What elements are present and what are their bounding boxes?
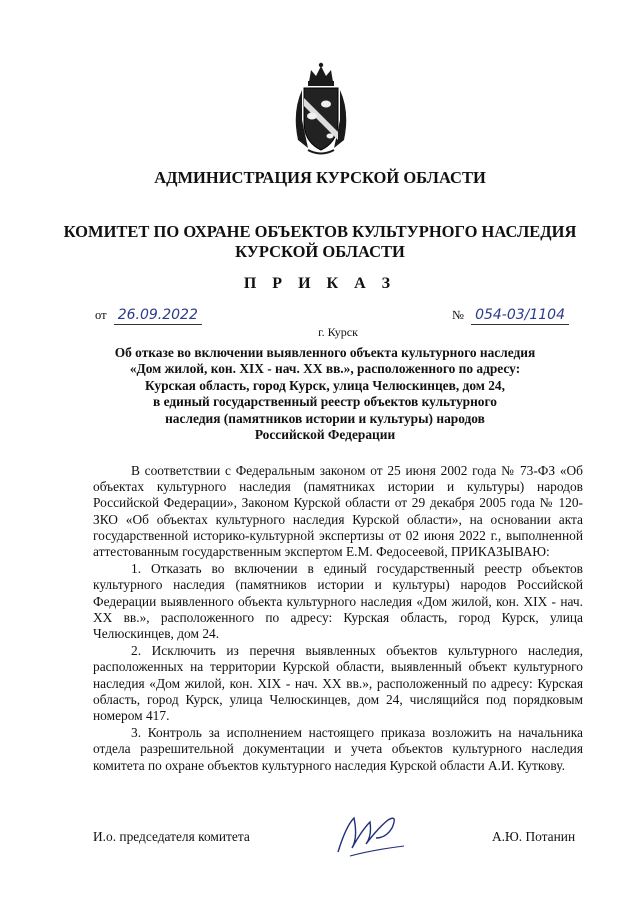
subject-line: «Дом жилой, кон. XIX - нач. XX вв.», расположенного по адресу: <box>129 361 521 377</box>
committee-title-line2: КУРСКОЙ ОБЛАСТИ <box>235 242 405 261</box>
subject-line: наследия (памятников истории и культуры) народов <box>165 410 485 426</box>
subject-line: Российской Федерации <box>254 427 396 443</box>
number-value: 054-03/1104 <box>471 307 569 325</box>
subject-line: в единый государственный реестр объектов культурного <box>153 394 497 410</box>
date-prefix: от <box>95 308 107 322</box>
date-value: 26.09.2022 <box>114 307 202 325</box>
city-label: г. Курск <box>318 325 358 339</box>
document-type: П Р И К А З <box>243 275 397 292</box>
committee-title-line1: КОМИТЕТ ПО ОХРАНЕ ОБЪЕКТОВ КУЛЬТУРНОГО НАСЛЕДИЯ <box>63 222 577 241</box>
administration-title: АДМИНИСТРАЦИЯ КУРСКОЙ ОБЛАСТИ <box>154 168 486 187</box>
committee-title <box>0 222 640 262</box>
order-body <box>93 463 583 775</box>
signatory-position: И.о. председателя комитета <box>93 829 250 844</box>
coat-of-arms-icon <box>288 60 354 158</box>
subject-line: Об отказе во включении выявленного объекта культурного наследия <box>114 345 536 360</box>
order-subject <box>105 345 545 443</box>
order-item-1: 1. Отказать во включении в единый государственный реестр объектов культурного наследия (памятников истории и культуры) народов Российской Федерации выявленного объекта культурного наследия «Дом жилой, кон. XIX - нач. XX вв.», расположенного по адресу: Курская область, город Курск, улица Челюскинцев, дом 24. <box>93 561 583 642</box>
preamble-paragraph: В соответствии с Федеральным законом от 25 июня 2002 года № 73-ФЗ «Об объектах культурного наследия (памятниках истории и культуры) народов Российской Федерации», Законом Курской области от 29 декабря 2005 года № 120-ЗКО «Об объектах культурного наследия Курской области», на основании акта государственной историко-культурной экспертизы от 02 июня 2022 г., выполненной аттестованным государственным экспертом Е.М. Федосеевой, ПРИКАЗЫВАЮ: <box>93 463 583 560</box>
subject-line: Курская область, город Курск, улица Челюскинцев, дом 24, <box>145 377 505 393</box>
order-item-3: 3. Контроль за исполнением настоящего приказа возложить на начальника отдела разрешительной документации и учета объектов культурного наследия комитета по охране объектов культурного наследия Курской области А.И. Куткову. <box>93 725 583 773</box>
signatory-name: А.Ю. Потанин <box>492 829 576 844</box>
order-item-2: 2. Исключить из перечня выявленных объектов культурного наследия, расположенных на территории Курской области, выявленный объект культурного наследия «Дом жилой, кон. XIX - нач. XX вв.», расположенный по адресу: Курская область, город Курск, улица Челюскинцев, дом 24, числящийся под порядковым номером 417. <box>93 643 583 724</box>
order-date <box>95 307 202 323</box>
order-number <box>452 307 569 323</box>
number-prefix: № <box>452 308 464 322</box>
signature-icon <box>332 808 412 860</box>
